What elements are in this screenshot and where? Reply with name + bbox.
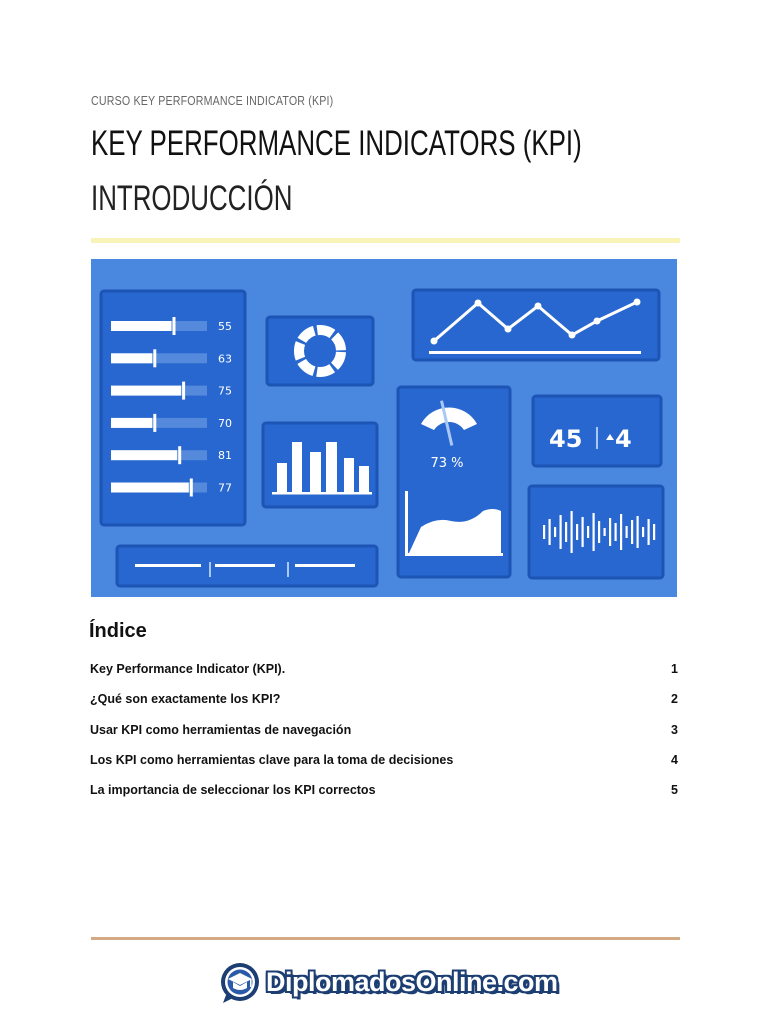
waveform-bar [582, 517, 584, 547]
toc-entry-page: 3 [671, 722, 678, 737]
bar-row-value: 70 [218, 416, 232, 430]
bar-row-knob [153, 349, 156, 367]
toc-entry[interactable] [90, 745, 680, 775]
bar-row-fill [111, 450, 177, 460]
graduation-cap-chat-icon [218, 959, 264, 1005]
column-chart-panel [263, 423, 377, 507]
bar-row-value: 75 [218, 384, 232, 398]
document-subtitle: INTRODUCCIÓN [91, 179, 293, 218]
bar-list-panel [101, 291, 245, 525]
bar-row-knob [173, 317, 176, 335]
course-label: CURSO KEY PERFORMANCE INDICATOR (KPI) [91, 93, 334, 108]
toc-entry-label: Key Performance Indicator (KPI). [90, 662, 286, 677]
bar-row-knob [153, 414, 156, 432]
bar-row-fill [111, 321, 172, 331]
waveform-bar [593, 513, 595, 551]
toc-entry-page: 2 [671, 692, 678, 707]
line-chart-panel [413, 290, 659, 360]
bar-row-value: 77 [218, 481, 232, 495]
waveform-bar [598, 521, 600, 543]
waveform-bar [604, 528, 606, 536]
toc-entry-label: Usar KPI como herramientas de navegación [90, 722, 352, 737]
number-panel [533, 396, 661, 466]
bar-row-value: 81 [218, 449, 232, 463]
brand-name: DiplomadosOnline.com [266, 966, 558, 997]
index-heading: Índice [89, 620, 147, 642]
waveform-bar [648, 519, 650, 545]
bar-row-knob [178, 446, 181, 464]
toc-entry-page: 5 [671, 783, 678, 798]
toc-entry-page: 4 [671, 753, 678, 768]
waveform-bar [543, 525, 545, 539]
kpi-dashboard-illustration [91, 259, 677, 597]
toc-entry-label: La importancia de seleccionar los KPI correctos [90, 783, 376, 798]
document-title: KEY PERFORMANCE INDICATORS (KPI) [91, 124, 582, 163]
toc-entry[interactable] [90, 715, 680, 745]
bar-row-value: 55 [218, 320, 232, 333]
title-divider [91, 238, 680, 243]
table-of-contents [90, 654, 680, 805]
gauge-panel [398, 387, 510, 577]
waveform-bar [587, 526, 589, 538]
toc-entry-label: Los KPI como herramientas clave para la toma de decisiones [90, 753, 454, 768]
waveform-bar [615, 523, 617, 541]
bar-row-value: 63 [218, 352, 232, 366]
waveform-bar [653, 524, 655, 540]
waveform-bar [571, 511, 573, 553]
waveform-bar [576, 524, 578, 540]
bar-row-knob [190, 479, 193, 497]
bar-row-fill [111, 353, 152, 363]
waveform-bar [626, 526, 628, 538]
waveform-bar [565, 522, 567, 542]
toc-entry[interactable] [90, 775, 680, 805]
waveform-bar [642, 527, 644, 537]
waveform-bar [560, 515, 562, 549]
waveform-bar [554, 527, 556, 537]
waveform-bar [609, 518, 611, 546]
kpi-small-number: 4 [615, 425, 632, 453]
donut-chart-panel [267, 317, 373, 385]
waveform-bar [620, 514, 622, 550]
waveform-bar [549, 519, 551, 545]
toc-entry-label: ¿Qué son exactamente los KPI? [90, 692, 281, 707]
waveform-panel [529, 486, 663, 578]
bar-row-knob [182, 382, 185, 400]
gauge-value: 73 % [430, 456, 464, 471]
kpi-big-number: 45 [549, 425, 583, 453]
toc-entry-page: 1 [671, 662, 678, 677]
toc-entry[interactable] [90, 684, 680, 714]
slider-panel [117, 546, 377, 586]
bar-row-fill [111, 418, 152, 428]
waveform-bar [631, 520, 633, 544]
footer-divider [91, 937, 680, 940]
bar-row-fill [111, 386, 181, 396]
brand-logo[interactable] [218, 958, 558, 1006]
bar-row-fill [111, 483, 189, 493]
toc-entry[interactable] [90, 654, 680, 684]
waveform-bar [637, 516, 639, 548]
